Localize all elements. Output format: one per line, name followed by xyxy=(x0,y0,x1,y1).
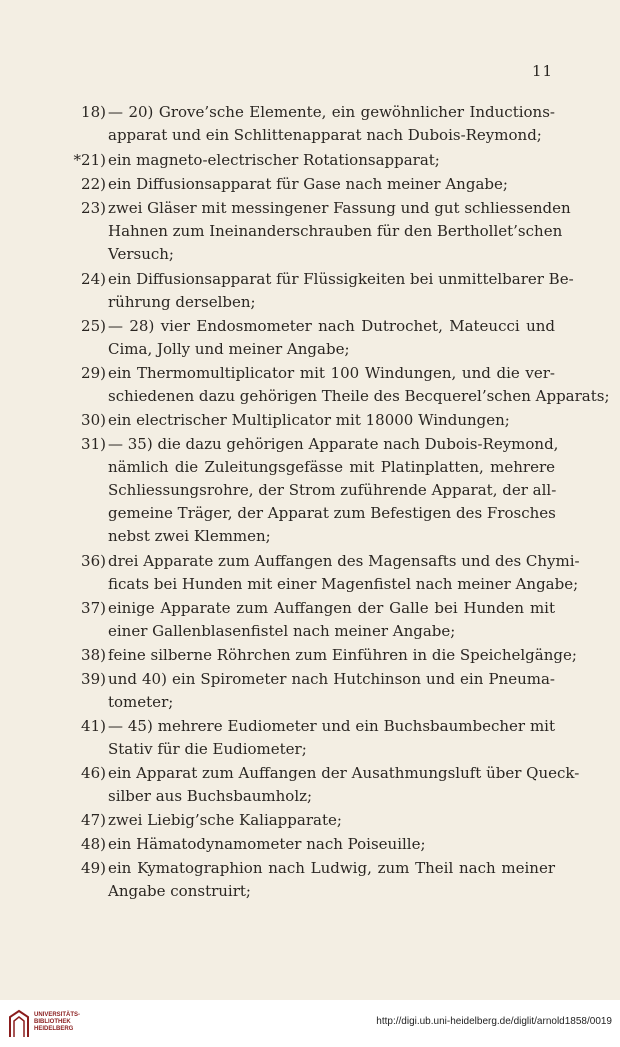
list-item xyxy=(70,268,574,314)
university-seal-icon xyxy=(8,1009,30,1039)
entry-text xyxy=(108,857,555,903)
entry-line: schiedenen dazu gehörigen Theile des Becquerel’schen Apparats; xyxy=(108,387,610,405)
entry-line: — 45) mehrere Eudiometer und ein Buchsbaumbecher mit xyxy=(108,717,555,735)
entry-text xyxy=(108,433,559,548)
list-item xyxy=(70,433,559,548)
entry-number: 22) xyxy=(81,175,106,193)
library-name-line: BIBLIOTHEK xyxy=(34,1019,71,1025)
list-item xyxy=(70,833,555,856)
list-item xyxy=(70,644,577,667)
entry-number: 36) xyxy=(81,552,106,570)
list-item xyxy=(70,315,555,361)
entry-line: einige Apparate zum Auffangen der Galle bei Hunden mit xyxy=(108,599,555,617)
entry-line: ein Thermomultiplicator mit 100 Windungen, und die ver- xyxy=(108,364,555,382)
entry-line: Schliessungsrohre, der Strom zuführende Apparat, der all- xyxy=(108,481,557,499)
list-item xyxy=(70,762,580,808)
entry-number: *21) xyxy=(73,151,106,169)
list-item xyxy=(70,809,555,832)
page-number: 11 xyxy=(532,62,554,80)
entry-text xyxy=(108,197,571,266)
list-item xyxy=(70,550,580,596)
entry-line: gemeine Träger, der Apparat zum Befestigen des Frosches xyxy=(108,504,556,522)
entry-line: einer Gallenblasenfistel nach meiner Angabe; xyxy=(108,622,456,640)
library-name-line: UNIVERSITÄTS- xyxy=(34,1012,81,1018)
entry-line: Stativ für die Eudiometer; xyxy=(108,740,307,758)
entry-text xyxy=(108,409,555,432)
entry-line: ein Hämatodynamometer nach Poiseuille; xyxy=(108,835,426,853)
entry-number: 49) xyxy=(81,859,106,877)
entry-number: 23) xyxy=(81,199,106,217)
entry-line: ein Diffusionsapparat für Flüssigkeiten bei unmittelbarer Be- xyxy=(108,270,574,288)
entry-number: 25) xyxy=(81,317,106,335)
entry-line: Hahnen zum Ineinanderschrauben für den Berthollet’schen xyxy=(108,222,563,240)
entry-text xyxy=(108,550,580,596)
entry-number: 37) xyxy=(81,599,106,617)
list-item xyxy=(70,149,555,172)
entry-text xyxy=(108,315,555,361)
entry-number: 30) xyxy=(81,411,106,429)
entry-number: 31) xyxy=(81,435,106,453)
entry-text xyxy=(108,173,555,196)
library-name-line: HEIDELBERG xyxy=(34,1026,74,1032)
entry-text xyxy=(108,101,555,147)
list-item xyxy=(70,715,555,761)
entry-text xyxy=(108,268,574,314)
entry-text xyxy=(108,644,577,667)
entry-line: ein electrischer Multiplicator mit 18000 Windungen; xyxy=(108,411,510,429)
list-item xyxy=(70,101,555,147)
entry-line: und 40) ein Spirometer nach Hutchinson und ein Pneuma- xyxy=(108,670,555,688)
list-item xyxy=(70,197,571,266)
entry-line: ein Kymatographion nach Ludwig, zum Theil nach meiner xyxy=(108,859,555,877)
entry-text xyxy=(108,715,555,761)
entry-line: zwei Liebig’sche Kaliapparate; xyxy=(108,811,342,829)
source-url-link[interactable]: http://digi.ub.uni-heidelberg.de/diglit/arnold1858/0019 xyxy=(376,1016,612,1027)
entry-number: 46) xyxy=(81,764,106,782)
entry-text xyxy=(108,809,555,832)
entry-text xyxy=(108,833,555,856)
entry-line: tometer; xyxy=(108,693,174,711)
entry-line: apparat und ein Schlittenapparat nach Dubois-Reymond; xyxy=(108,126,542,144)
entry-number: 47) xyxy=(81,811,106,829)
list-item xyxy=(70,409,555,432)
entry-number: 24) xyxy=(81,270,106,288)
entry-line: silber aus Buchsbaumholz; xyxy=(108,787,313,805)
entry-line: ein Apparat zum Auffangen der Ausathmungsluft über Queck- xyxy=(108,764,580,782)
entry-text xyxy=(108,149,555,172)
entry-line: Angabe construirt; xyxy=(108,882,251,900)
entry-line: nämlich die Zuleitungsgefässe mit Platinplatten, mehrere xyxy=(108,458,555,476)
entry-text xyxy=(108,362,610,408)
list-item xyxy=(70,362,610,408)
entry-line: — 35) die dazu gehörigen Apparate nach Dubois-Reymond, xyxy=(108,435,559,453)
entry-line: nebst zwei Klemmen; xyxy=(108,527,271,545)
library-name xyxy=(34,1012,80,1033)
entry-text xyxy=(108,668,555,714)
entry-text xyxy=(108,597,555,643)
entry-number: 18) xyxy=(81,103,106,121)
entry-line: ficats bei Hunden mit einer Magenfistel nach meiner Angabe; xyxy=(108,575,579,593)
entry-line: drei Apparate zum Auffangen des Magensafts und des Chymi- xyxy=(108,552,580,570)
entry-text xyxy=(108,762,580,808)
entry-line: Cima, Jolly und meiner Angabe; xyxy=(108,340,350,358)
entry-line: ein magneto-electrischer Rotationsapparat; xyxy=(108,151,440,169)
entry-number: 41) xyxy=(81,717,106,735)
list-item xyxy=(70,173,555,196)
entry-line: — 28) vier Endosmometer nach Dutrochet, Mateucci und xyxy=(108,317,555,335)
entry-number: 29) xyxy=(81,364,106,382)
entry-line: rührung derselben; xyxy=(108,293,256,311)
list-item xyxy=(70,597,555,643)
entry-number: 38) xyxy=(81,646,106,664)
list-item xyxy=(70,857,555,903)
list-item xyxy=(70,668,555,714)
entry-number: 39) xyxy=(81,670,106,688)
entry-line: Versuch; xyxy=(108,245,174,263)
entry-line: — 20) Grove’sche Elemente, ein gewöhnlicher Inductions- xyxy=(108,103,555,121)
entry-number: 48) xyxy=(81,835,106,853)
entry-line: feine silberne Röhrchen zum Einführen in die Speichelgänge; xyxy=(108,646,577,664)
entry-line: zwei Gläser mit messingener Fassung und gut schliessenden xyxy=(108,199,571,217)
entry-line: ein Diffusionsapparat für Gase nach meiner Angabe; xyxy=(108,175,508,193)
